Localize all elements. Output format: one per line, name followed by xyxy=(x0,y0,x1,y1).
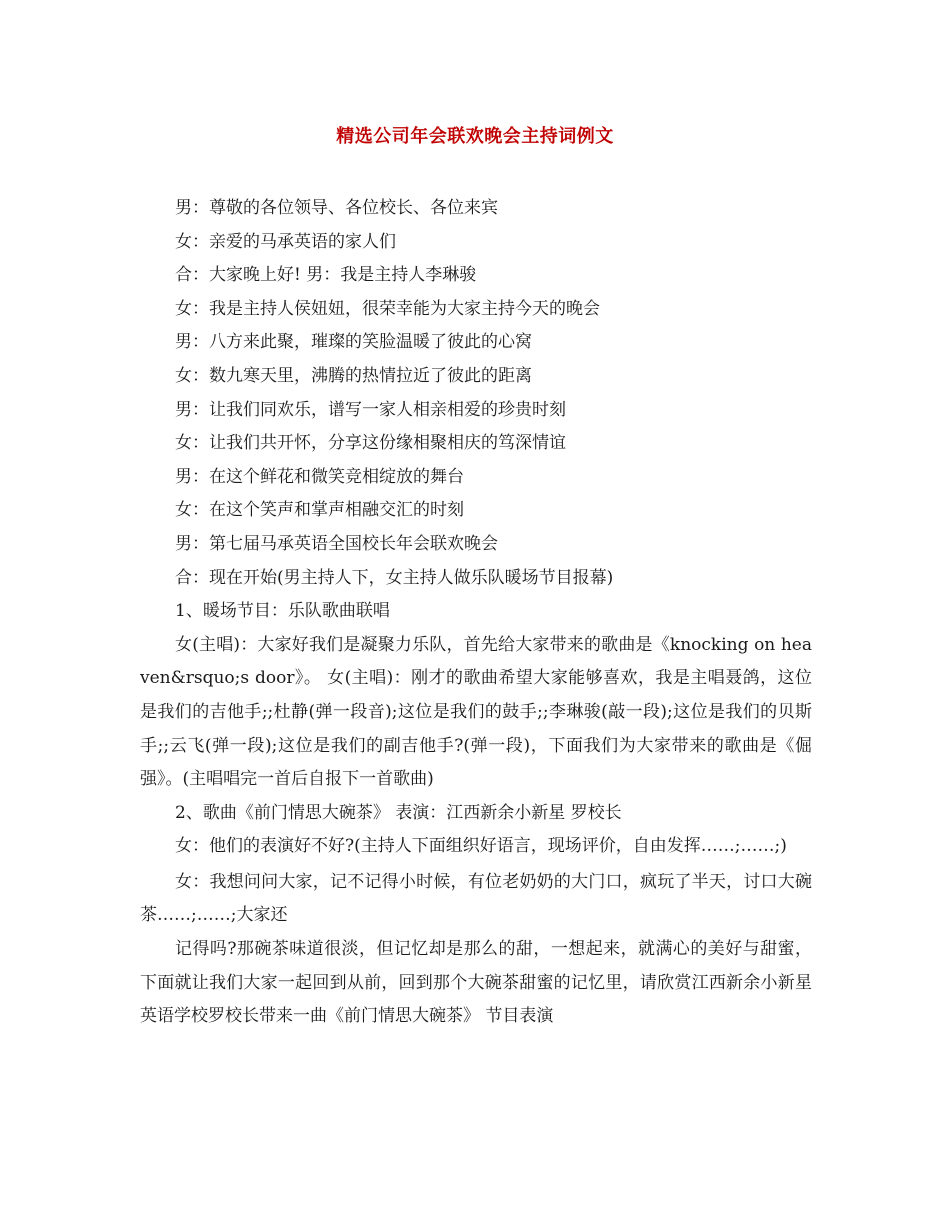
dialogue-line: 男：第七届马承英语全国校长年会联欢晚会 xyxy=(175,533,498,554)
dialogue-line: 女：我是主持人侯妞妞，很荣幸能为大家主持今天的晚会 xyxy=(175,298,600,319)
paragraph: 女：他们的表演好不好?(主持人下面组织好语言，现场评价，自由发挥……;……;) xyxy=(175,836,787,857)
dialogue-line: 女：数九寒天里，沸腾的热情拉近了彼此的距离 xyxy=(175,365,532,386)
document-title: 精选公司年会联欢晚会主持词例文 xyxy=(336,126,614,147)
dialogue-line: 男：让我们同欢乐，谱写一家人相亲相爱的珍贵时刻 xyxy=(175,399,566,420)
dialogue-line: 男：八方来此聚，璀璨的笑脸温暖了彼此的心窝 xyxy=(175,332,532,353)
dialogue-line: 女：亲爱的马承英语的家人们 xyxy=(175,231,396,252)
paragraph: 女：我想问问大家，记不记得小时候，有位老奶奶的大门口，疯玩了半天，讨口大碗茶……;……;大家还 xyxy=(140,871,812,926)
section-heading: 1、暖场节目：乐队歌曲联唱 xyxy=(175,601,390,622)
paragraph: 女(主唱)：大家好我们是凝聚力乐队，首先给大家带来的歌曲是《knocking on heaven&rsquo;s door》。 女(主唱)：刚才的歌曲希望大家能够喜欢，我是主唱聂鸽，这位是我们的吉他手;;杜静(弹一段音);这位是我们的鼓手;;李琳骏(敲一段);这位是我们的贝斯手;;云飞(弹一段);这位是我们的副吉他手?(弹一段)，下面我们为大家带来的歌曲是《倔强》。(主唱唱完一首后自报下一首歌曲) xyxy=(140,634,812,790)
dialogue-line: 男：尊敬的各位领导、各位校长、各位来宾 xyxy=(175,198,498,218)
dialogue-line: 合：大家晚上好! 男：我是主持人李琳骏 xyxy=(175,265,477,286)
paragraph: 记得吗?那碗茶味道很淡，但记忆却是那么的甜，一想起来，就满心的美好与甜蜜，下面就让我们大家一起回到从前，回到那个大碗茶甜蜜的记忆里，请欣赏江西新余小新星英语学校罗校长带来一曲《前门情思大碗茶》 节目表演 xyxy=(140,939,812,1027)
dialogue-line: 男：在这个鲜花和微笑竞相绽放的舞台 xyxy=(175,466,464,487)
document-body xyxy=(140,192,812,1034)
dialogue-line: 女：让我们共开怀，分享这份缘相聚相庆的笃深情谊 xyxy=(175,433,566,454)
dialogue-line: 女：在这个笑声和掌声相融交汇的时刻 xyxy=(175,500,464,521)
section-heading: 2、歌曲《前门情思大碗茶》 表演：江西新余小新星 罗校长 xyxy=(175,802,622,823)
dialogue-line: 合：现在开始(男主持人下，女主持人做乐队暖场节目报幕) xyxy=(175,567,614,588)
